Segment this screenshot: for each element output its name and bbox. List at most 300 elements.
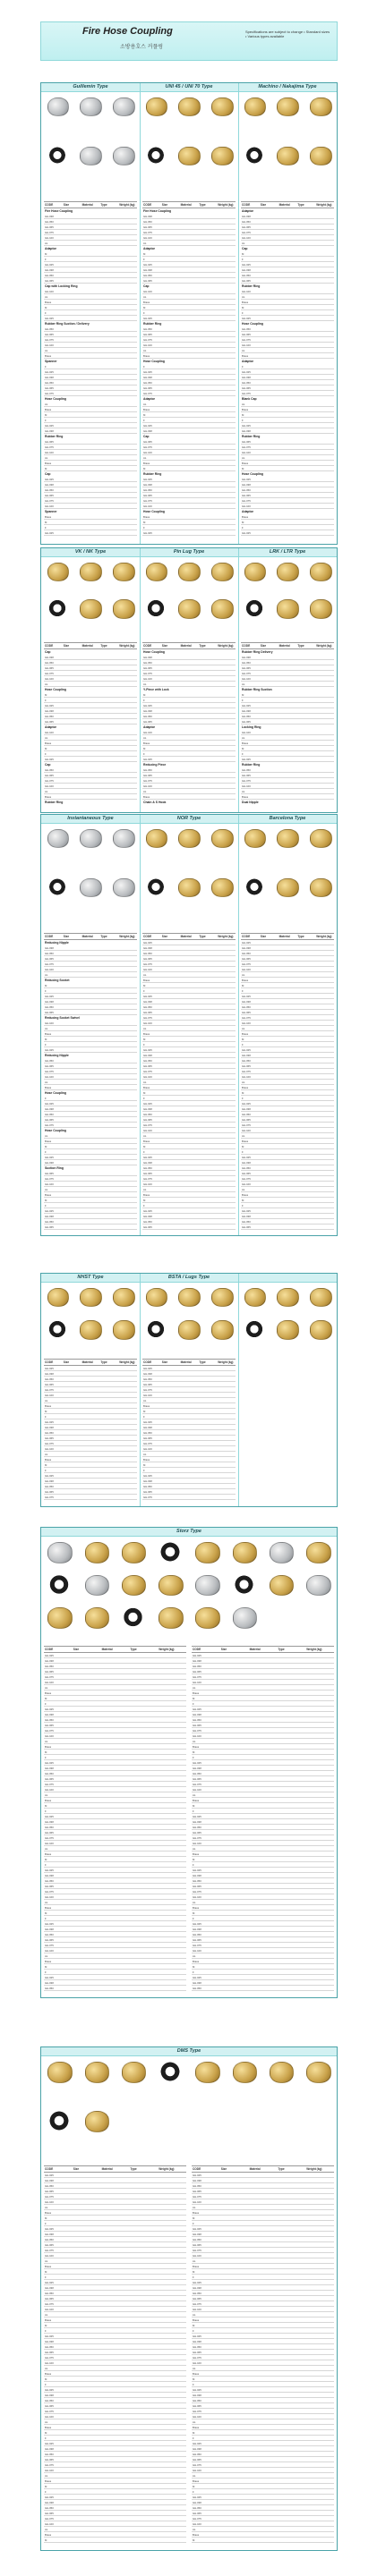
spec-cell: GH-065 [143, 440, 152, 444]
spec-cell: GH-038 [143, 429, 152, 433]
coupling-photo [306, 1575, 331, 1597]
spec-row-line [241, 750, 334, 751]
spec-row-line [192, 2456, 334, 2457]
section-column-title: Storz Type [176, 1529, 201, 1534]
spec-cell: F [45, 1097, 47, 1100]
section-column-title: Pin Lug Type [173, 549, 205, 555]
spec-row-line [44, 1408, 137, 1409]
spec-row-line [192, 2435, 334, 2436]
spec-row-line [44, 422, 137, 423]
spec-cell: Brass [45, 2479, 52, 2483]
spec-row-line [44, 2327, 186, 2328]
spec-cell: F [193, 2329, 194, 2333]
spec-table-header-cell: Size [73, 2167, 80, 2171]
spec-cell: GH-100 [242, 676, 251, 681]
spec-row-line [44, 2209, 186, 2210]
spec-table-header-cell: Size [63, 643, 70, 648]
spec-row-line [192, 2327, 334, 2328]
spec-row-line [44, 390, 137, 391]
spec-cell: GH-025 [193, 2442, 201, 2445]
spec-row-line [142, 1499, 236, 1500]
spec-table-header-cell: Size [161, 643, 168, 648]
spec-cell: GH-025 [193, 1815, 201, 1818]
catalog-subtitle: 소방용호스 커플링 [120, 45, 164, 50]
spec-cell: GH-065 [242, 494, 251, 497]
spec-row-line [192, 2231, 334, 2232]
spec-cell: GH-075 [45, 1944, 54, 1947]
spec-row-line [142, 772, 236, 773]
spec-cell: Brass [45, 2318, 52, 2322]
spec-row-line [192, 1668, 334, 1669]
coupling-photo [310, 1320, 332, 1339]
spec-row-line [44, 224, 137, 225]
spec-cell: GH-100 [242, 451, 251, 454]
spec-cell: GH-050 [193, 2453, 201, 2456]
spec-row-line [142, 718, 236, 719]
spec-cell: GH-025 [45, 424, 54, 428]
spec-cell: M [242, 746, 244, 750]
spec-cell: GH-065 [143, 1489, 152, 1494]
spec-cell: GH-065 [193, 1831, 201, 1835]
spec-cell: GH-100 [45, 1895, 54, 1899]
spec-cell: GH-038 [143, 1371, 152, 1376]
spec-cell: GH-075 [45, 2302, 54, 2306]
spec-cell: GH-050 [45, 1377, 54, 1381]
coupling-photo [80, 97, 102, 116]
spec-cell: GH-025 [242, 941, 251, 945]
spec-cell: F [45, 2222, 47, 2225]
spec-row-line [142, 1041, 236, 1042]
spec-cell: M [143, 413, 146, 417]
spec-row-line [241, 524, 334, 525]
spec-table-header-cell: Size [260, 203, 267, 207]
spec-row-line [44, 1127, 137, 1128]
spec-row-line [192, 2220, 334, 2221]
spec-table-header [44, 934, 137, 940]
spec-table [241, 201, 334, 539]
coupling-photo [178, 147, 201, 165]
spec-cell: GH-050 [242, 1166, 251, 1170]
spec-table-header-cell: CODE [143, 203, 152, 207]
spec-cell: GH-025 [193, 2281, 201, 2284]
spec-cell: GH-050 [242, 1059, 251, 1063]
spec-row-line [142, 1132, 236, 1133]
spec-group-title: Rubber Ring Suction / Delivery [45, 322, 90, 326]
spec-cell: GH-050 [242, 327, 251, 331]
spec-row-line [44, 1429, 137, 1430]
spec-row-line [142, 218, 236, 219]
spec-row-line [192, 1727, 334, 1728]
spec-row-line [241, 465, 334, 466]
spec-cell: GH-100 [45, 290, 54, 293]
spec-cell: GH-075 [45, 2463, 54, 2467]
spec-row-line [142, 1122, 236, 1123]
spec-cell: GH-038 [193, 2233, 201, 2236]
spec-row-line [142, 444, 236, 445]
spec-row-line [44, 675, 137, 676]
spec-row-line [192, 2252, 334, 2253]
section-column-title: Guillemin Type [73, 84, 108, 89]
spec-cell: Brass [45, 1745, 52, 1749]
spec-row-line [241, 229, 334, 230]
spec-row-line [44, 2215, 186, 2216]
spec-row-line [44, 1445, 137, 1446]
spec-row-line [241, 256, 334, 257]
spec-row-line [192, 1808, 334, 1809]
spec-row-line [241, 718, 334, 719]
spec-cell: M [45, 1199, 47, 1202]
spec-row-line [44, 1963, 186, 1964]
spec-cell: AL [143, 1188, 147, 1191]
catalog-section [40, 814, 338, 1236]
spec-row-line [142, 449, 236, 450]
section-column-title: NHST Type [77, 1275, 104, 1280]
spec-table-header-cell: Material [81, 935, 93, 938]
spec-cell: M [45, 1911, 47, 1915]
spec-row-line [44, 2177, 186, 2178]
spec-cell: GH-025 [45, 1419, 54, 1424]
coupling-photo [233, 2062, 258, 2083]
spec-cell: GH-065 [45, 1064, 54, 1068]
spec-cell: GH-025 [45, 478, 54, 481]
spec-cell: GH-038 [45, 1928, 54, 1931]
spec-group-title: Reducing Socket [45, 979, 70, 982]
spec-row-line [192, 1738, 334, 1739]
spec-row-line [142, 793, 236, 794]
spec-group-title: Adaptor [45, 247, 56, 250]
spec-cell: GH-050 [45, 1220, 54, 1224]
spec-row-line [192, 1770, 334, 1771]
spec-row-line [241, 1175, 334, 1176]
spec-cell: AL [45, 2206, 48, 2209]
spec-row-line [241, 315, 334, 316]
spec-row-line [142, 293, 236, 294]
coupling-photo [277, 599, 299, 618]
spec-row-line [142, 987, 236, 988]
spec-row-line [241, 261, 334, 262]
spec-cell: GH-065 [193, 1670, 201, 1674]
spec-row-line [44, 1765, 186, 1766]
spec-row-line [44, 1089, 137, 1090]
spec-row-line [142, 347, 236, 348]
spec-table-header [142, 1360, 236, 1366]
spec-row-line [142, 503, 236, 504]
spec-cell: F [242, 365, 244, 369]
spec-row-line [142, 256, 236, 257]
spec-row-line [142, 955, 236, 956]
spec-row-line [44, 750, 137, 751]
spec-row-line [142, 309, 236, 310]
spec-table-header-cell: Weight (kg) [119, 1360, 135, 1364]
coupling-photo [122, 1607, 145, 1627]
spec-row-line [142, 961, 236, 962]
spec-group-title: Hose Coupling [143, 360, 165, 363]
spec-row-line [44, 497, 137, 498]
spec-cell: F [242, 698, 244, 702]
spec-row-line [44, 1488, 137, 1489]
spec-row-line [44, 411, 137, 412]
spec-table-header-cell: Material [278, 935, 290, 938]
spec-table-header-cell: Weight (kg) [316, 643, 332, 648]
spec-cell: AL [193, 1901, 196, 1904]
spec-row-line [44, 1706, 186, 1707]
spec-row-line [142, 1483, 236, 1484]
spec-cell: GH-100 [242, 236, 251, 240]
spec-cell: GH-050 [143, 767, 152, 772]
spec-cell: GH-075 [242, 445, 251, 449]
spec-cell: Brass [143, 741, 150, 745]
spec-row-line [241, 793, 334, 794]
spec-cell: M [193, 2216, 195, 2220]
spec-row-line [44, 1931, 186, 1932]
spec-row-line [142, 224, 236, 225]
spec-row-line [142, 1494, 236, 1495]
spec-cell: GH-050 [143, 1059, 152, 1063]
spec-cell: GH-065 [45, 1382, 54, 1386]
spec-cell: GH-065 [45, 2243, 54, 2247]
spec-cell: GH-100 [193, 2415, 201, 2419]
spec-cell: Brass [242, 1193, 249, 1197]
spec-table-header-cell: Material [81, 1360, 93, 1364]
spec-cell: GH-050 [45, 220, 54, 224]
spec-cell: GH-100 [45, 1393, 54, 1397]
spec-cell: GH-050 [45, 767, 54, 772]
spec-cell: F [143, 311, 145, 315]
spec-cell: GH-075 [45, 1729, 54, 1733]
coupling-photo [211, 563, 234, 581]
spec-cell: GH-100 [143, 1021, 152, 1025]
spec-row-line [44, 2354, 186, 2355]
coupling-photo [47, 599, 68, 616]
spec-row-line [192, 2510, 334, 2511]
spec-row-line [241, 1100, 334, 1101]
spec-row-line [241, 1041, 334, 1042]
spec-cell: GH-065 [143, 279, 152, 283]
spec-row-line [142, 417, 236, 418]
spec-table-header-cell: Size [260, 643, 267, 648]
spec-row-line [44, 1716, 186, 1717]
spec-row-line [192, 2537, 334, 2538]
spec-row-line [44, 2268, 186, 2269]
spec-row-line [44, 1143, 137, 1144]
spec-cell: GH-025 [45, 2281, 54, 2284]
spec-cell: GH-050 [143, 274, 152, 277]
spec-cell: M [143, 984, 146, 987]
spec-cell: Brass [45, 462, 52, 465]
spec-row-line [44, 1213, 137, 1214]
spec-cell: GH-050 [242, 767, 251, 772]
spec-cell: F [143, 258, 145, 261]
spec-cell: GH-100 [143, 504, 152, 508]
spec-row-line [142, 1009, 236, 1010]
spec-row-line [241, 390, 334, 391]
spec-cell: GH-075 [193, 2356, 201, 2360]
spec-row-line [44, 718, 137, 719]
spec-cell: GH-038 [45, 1981, 54, 1985]
spec-row-line [192, 2504, 334, 2505]
spec-group-title: Rubber Ring [242, 435, 261, 438]
spec-row-line [142, 1116, 236, 1117]
spec-cell: GH-025 [242, 263, 251, 267]
spec-cell: GH-065 [143, 1172, 152, 1175]
spec-cell: GH-065 [45, 1172, 54, 1175]
spec-cell: GH-025 [45, 1473, 54, 1478]
spec-table-header-cell: CODE [143, 643, 152, 648]
spec-cell: M [45, 306, 47, 309]
spec-table-header-cell: Size [63, 1360, 70, 1364]
spec-row-line [44, 2193, 186, 2194]
spec-cell: M [143, 746, 146, 750]
spec-cell: GH-038 [45, 655, 54, 659]
spec-row-line [241, 433, 334, 434]
spec-cell: AL [45, 1134, 48, 1138]
coupling-photo [310, 599, 332, 618]
spec-row-line [44, 1727, 186, 1728]
spec-table-header-cell: Weight (kg) [306, 2167, 322, 2171]
spec-group-title: Cap [143, 435, 150, 438]
spec-row-line [44, 1851, 186, 1852]
spec-cell: GH-065 [193, 1724, 201, 1727]
coupling-photo [178, 97, 201, 116]
coupling-photo [146, 599, 167, 616]
spec-cell: GH-065 [242, 225, 251, 229]
coupling-photo [211, 878, 234, 897]
spec-cell: Brass [193, 1799, 200, 1802]
spec-group-title: Cap with Locking Ring [45, 284, 78, 288]
spec-cell: F [45, 2329, 47, 2333]
spec-table-header-cell: CODE [45, 2167, 54, 2171]
spec-cell: GH-065 [193, 2404, 201, 2408]
spec-row-line [44, 1046, 137, 1047]
spec-row-line [142, 761, 236, 762]
spec-row-line [142, 1052, 236, 1053]
spec-cell: GH-065 [193, 1885, 201, 1888]
spec-cell: AL [242, 402, 245, 406]
spec-row-line [192, 2386, 334, 2387]
spec-cell: GH-065 [45, 1938, 54, 1942]
spec-cell: GH-075 [242, 499, 251, 503]
spec-row-line [44, 1025, 137, 1026]
column-divider [238, 1274, 239, 1506]
spec-cell: GH-038 [45, 1659, 54, 1663]
spec-cell: GH-100 [242, 290, 251, 293]
spec-cell: GH-025 [45, 1868, 54, 1872]
spec-cell: Brass [242, 1032, 249, 1036]
spec-row-line [44, 1786, 186, 1787]
spec-row-line [44, 2515, 186, 2516]
spec-cell: Brass [242, 462, 249, 465]
spec-cell: GH-100 [193, 1788, 201, 1792]
catalog-section [40, 82, 338, 545]
section-column-title: DMS Type [176, 2048, 201, 2054]
spec-cell: GH-075 [193, 1675, 201, 1679]
spec-row-line [44, 987, 137, 988]
spec-row-line [44, 1079, 137, 1080]
spec-row-line [192, 2408, 334, 2409]
spec-row-line [192, 2451, 334, 2452]
spec-group-title: Reducing Piece [143, 762, 167, 767]
spec-cell: GH-075 [143, 1177, 152, 1181]
spec-cell: GH-025 [242, 317, 251, 320]
spec-cell: GH-100 [143, 676, 152, 681]
spec-table-header-cell: CODE [45, 1648, 54, 1651]
spec-row-line [142, 777, 236, 778]
spec-cell: GH-038 [45, 268, 54, 272]
spec-row-line [44, 331, 137, 332]
coupling-photo [310, 1288, 332, 1307]
spec-row-line [241, 331, 334, 332]
spec-row-line [192, 2440, 334, 2441]
spec-cell: GH-038 [143, 1215, 152, 1218]
spec-row-line [192, 2478, 334, 2479]
spec-group-title: Rubber Ring Suction [242, 687, 272, 691]
spec-row-line [44, 950, 137, 951]
spec-cell: GH-025 [45, 263, 54, 267]
spec-row-line [44, 277, 137, 278]
spec-table-header-cell: Weight (kg) [218, 1360, 234, 1364]
coupling-photo [113, 1288, 135, 1307]
spec-row-line [241, 675, 334, 676]
spec-cell: AL [143, 295, 147, 299]
spec-table-header-cell: Weight (kg) [218, 203, 234, 207]
spec-row-line [44, 1915, 186, 1916]
spec-cell: GH-025 [45, 2496, 54, 2499]
spec-row-line [241, 272, 334, 273]
spec-cell: M [45, 1038, 47, 1041]
spec-row-line [241, 497, 334, 498]
spec-row-line [44, 1036, 137, 1037]
spec-row-line [192, 1851, 334, 1852]
spec-cell: F [143, 751, 145, 756]
spec-row-line [44, 2456, 186, 2457]
spec-cell: AL [242, 1080, 245, 1084]
spec-row-line [192, 2488, 334, 2489]
spec-cell: AL [193, 2528, 196, 2531]
spec-row-line [44, 2397, 186, 2398]
spec-cell: GH-025 [242, 1209, 251, 1213]
spec-cell: GH-065 [193, 2297, 201, 2301]
spec-row-line [44, 1990, 186, 1991]
spec-row-line [44, 2306, 186, 2307]
spec-cell: GH-038 [143, 1479, 152, 1483]
spec-cell: GH-065 [143, 1436, 152, 1440]
spec-row-line [44, 2435, 186, 2436]
spec-cell: F [242, 419, 244, 422]
spec-row-line [192, 1883, 334, 1884]
spec-cell: GH-100 [242, 1075, 251, 1079]
spec-row-line [192, 1818, 334, 1819]
spec-cell: GH-025 [193, 1654, 201, 1657]
spec-row-line [192, 2365, 334, 2366]
spec-row-line [241, 299, 334, 300]
spec-group-title: Spanner [45, 510, 57, 513]
spec-row-line [44, 1749, 186, 1750]
spec-group-title: Y-Piece with Lock [143, 687, 169, 691]
spec-row-line [44, 256, 137, 257]
spec-cell: GH-075 [143, 1441, 152, 1445]
spec-cell: GH-075 [143, 392, 152, 395]
spec-row-line [142, 783, 236, 784]
spec-row-line [142, 331, 236, 332]
spec-row-line [142, 1084, 236, 1085]
spec-row-line [142, 1429, 236, 1430]
spec-cell: GH-075 [242, 671, 251, 675]
spec-cell: AL [193, 1954, 196, 1958]
spec-cell: AL [242, 242, 245, 245]
spec-row-line [241, 740, 334, 741]
spec-cell: GH-038 [143, 1425, 152, 1429]
spec-cell: AL [143, 682, 147, 686]
